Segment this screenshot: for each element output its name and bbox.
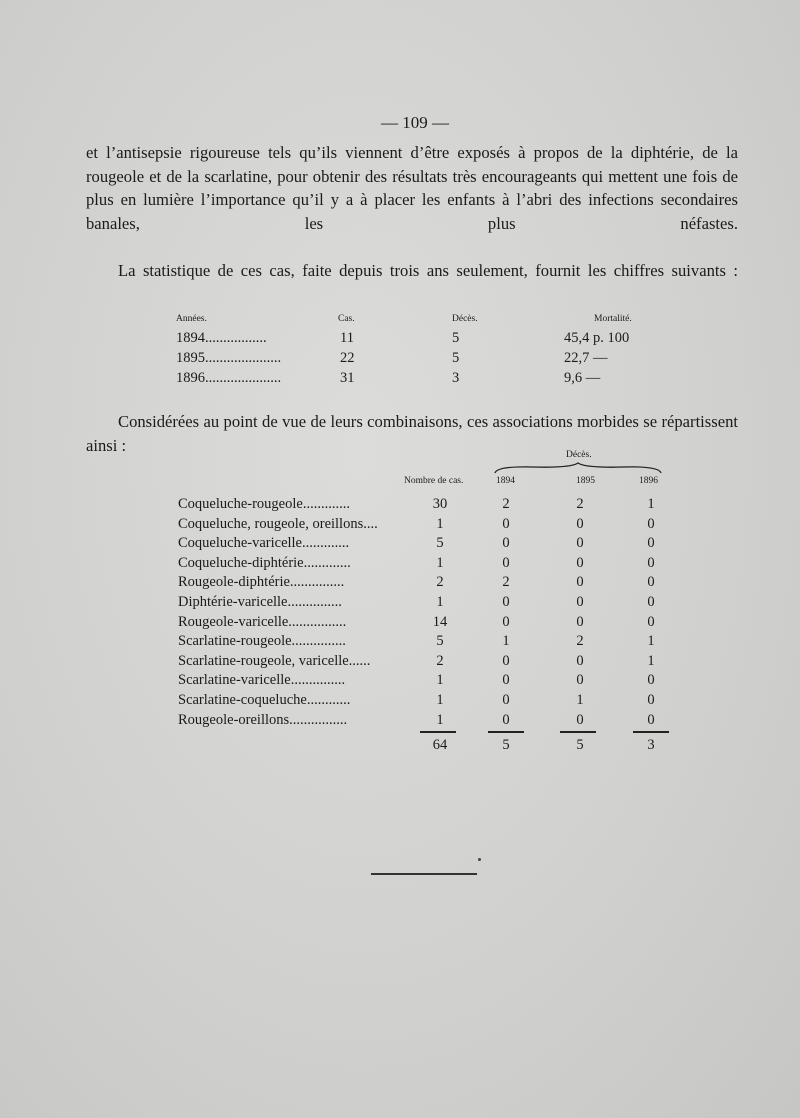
combination-label: Rougeole-varicelle................ bbox=[178, 613, 347, 630]
statistics-row bbox=[176, 370, 656, 390]
deaths-1895-cell: 0 bbox=[576, 711, 584, 728]
deaths-1894-cell: 0 bbox=[502, 554, 510, 571]
deaths-1896-cell: 0 bbox=[647, 515, 655, 532]
deaths-cell: 5 bbox=[452, 330, 460, 346]
total-rule bbox=[633, 731, 669, 733]
header-deaths: Décès. bbox=[452, 314, 478, 324]
total-rule bbox=[560, 731, 596, 733]
cases-cell: 1 bbox=[436, 515, 444, 532]
deaths-1895-cell: 0 bbox=[576, 613, 584, 630]
table-row bbox=[178, 516, 678, 536]
paragraph-intro: et l’antisepsie rigoureuse tels qu’ils viennent d’être exposés à propos de la diphtérie, de la rougeole et de la scarlatine, pour obtenir des résultats très encourageants qui mettent une fois de plus en lumière l’importance qu’il y a à placer les enfants à l’abri des infections secondaires banales, les plus néfastes. bbox=[86, 143, 738, 233]
deaths-1894-cell: 1 bbox=[502, 633, 510, 650]
header-1895: 1895 bbox=[576, 476, 595, 486]
ink-speck bbox=[478, 858, 481, 861]
deaths-1895-cell: 0 bbox=[576, 574, 584, 591]
deaths-1894-cell: 0 bbox=[502, 652, 510, 669]
total-1895: 5 bbox=[576, 737, 584, 754]
deaths-1895-cell: 0 bbox=[576, 535, 584, 552]
year-cell: 1896..................... bbox=[176, 370, 282, 386]
totals-row bbox=[178, 731, 678, 753]
deaths-brace bbox=[493, 462, 663, 474]
deaths-1894-cell: 0 bbox=[502, 515, 510, 532]
mortality-cell: 45,4 p. 100 bbox=[564, 330, 630, 346]
page-number: — 109 — bbox=[381, 113, 449, 132]
deaths-1896-cell: 1 bbox=[647, 496, 655, 512]
combination-label: Scarlatine-rougeole, varicelle...... bbox=[178, 652, 371, 669]
cases-cell: 31 bbox=[340, 370, 355, 386]
statistics-row bbox=[176, 350, 656, 370]
mortality-cell: 9,6 — bbox=[564, 370, 601, 386]
cases-cell: 1 bbox=[436, 691, 444, 708]
total-cases: 64 bbox=[432, 737, 448, 754]
statistics-table bbox=[176, 314, 656, 390]
deaths-1894-cell: 0 bbox=[502, 593, 510, 610]
combination-label: Coqueluche-diphtérie............. bbox=[178, 554, 351, 571]
deaths-1896-cell: 0 bbox=[647, 711, 655, 728]
combination-label: Coqueluche, rougeole, oreillons.... bbox=[178, 515, 378, 532]
cases-cell: 2 bbox=[436, 574, 444, 591]
mortality-cell: 22,7 — bbox=[564, 350, 608, 366]
cases-cell: 5 bbox=[436, 535, 444, 552]
deaths-1895-cell: 2 bbox=[576, 496, 584, 512]
cases-cell: 1 bbox=[436, 711, 444, 728]
combinations-rows bbox=[178, 496, 678, 753]
deaths-1894-cell: 0 bbox=[502, 691, 510, 708]
paragraph-statistics: La statistique de ces cas, faite depuis trois ans seulement, fournit les chiffres suivants : bbox=[118, 261, 738, 280]
cases-cell: 22 bbox=[340, 350, 355, 366]
table-row bbox=[178, 653, 678, 673]
deaths-1894-cell: 2 bbox=[502, 496, 510, 512]
table-row bbox=[178, 614, 678, 634]
year-cell: 1895..................... bbox=[176, 350, 282, 366]
deaths-1895-cell: 0 bbox=[576, 593, 584, 610]
cases-cell: 2 bbox=[436, 652, 444, 669]
combination-label: Scarlatine-coqueluche............ bbox=[178, 691, 351, 708]
deaths-1896-cell: 0 bbox=[647, 574, 655, 591]
deaths-1896-cell: 0 bbox=[647, 691, 655, 708]
year-cell: 1894................. bbox=[176, 330, 267, 346]
table-row bbox=[178, 496, 678, 516]
table-row bbox=[178, 692, 678, 712]
table-row bbox=[178, 633, 678, 653]
deaths-1894-cell: 0 bbox=[502, 711, 510, 728]
table-row bbox=[178, 535, 678, 555]
combination-label: Rougeole-diphtérie............... bbox=[178, 574, 345, 591]
combination-label: Diphtérie-varicelle............... bbox=[178, 593, 342, 610]
deaths-1896-cell: 0 bbox=[647, 554, 655, 571]
paragraph-combinations: Considérées au point de vue de leurs combinaisons, ces associations morbides se répartissent ainsi : bbox=[86, 412, 738, 455]
header-1896: 1896 bbox=[639, 476, 658, 486]
table-row bbox=[178, 574, 678, 594]
deaths-1895-cell: 0 bbox=[576, 652, 584, 669]
cases-cell: 30 bbox=[432, 496, 448, 512]
cases-cell: 1 bbox=[436, 672, 444, 689]
total-rule bbox=[488, 731, 524, 733]
deaths-1894-cell: 2 bbox=[502, 574, 510, 591]
combinations-header bbox=[178, 476, 678, 492]
table-row bbox=[178, 672, 678, 692]
deaths-1895-cell: 0 bbox=[576, 515, 584, 532]
table-row bbox=[178, 555, 678, 575]
deaths-1896-cell: 1 bbox=[647, 633, 655, 650]
section-separator bbox=[371, 873, 477, 875]
deaths-cell: 5 bbox=[452, 350, 460, 366]
combination-label: Coqueluche-varicelle............. bbox=[178, 535, 350, 552]
total-rule bbox=[420, 731, 456, 733]
combination-label: Scarlatine-rougeole............... bbox=[178, 633, 346, 650]
total-1894: 5 bbox=[502, 737, 510, 754]
deaths-1896-cell: 0 bbox=[647, 672, 655, 689]
header-cases: Cas. bbox=[338, 314, 355, 324]
deaths-1896-cell: 0 bbox=[647, 535, 655, 552]
cases-cell: 1 bbox=[436, 554, 444, 571]
deaths-1894-cell: 0 bbox=[502, 672, 510, 689]
cases-cell: 1 bbox=[436, 593, 444, 610]
cases-cell: 5 bbox=[436, 633, 444, 650]
combination-label: Rougeole-oreillons................ bbox=[178, 711, 348, 728]
deaths-1896-cell: 0 bbox=[647, 613, 655, 630]
header-number-of-cases: Nombre de cas. bbox=[404, 476, 464, 486]
deaths-1894-cell: 0 bbox=[502, 535, 510, 552]
statistics-header bbox=[176, 314, 656, 330]
table-row bbox=[178, 712, 678, 732]
cases-cell: 14 bbox=[432, 613, 448, 630]
deaths-1894-cell: 0 bbox=[502, 613, 510, 630]
deaths-group-label: Décès. bbox=[566, 450, 592, 460]
deaths-1895-cell: 2 bbox=[576, 633, 584, 650]
deaths-cell: 3 bbox=[452, 370, 460, 386]
deaths-1896-cell: 1 bbox=[647, 652, 655, 669]
header-1894: 1894 bbox=[496, 476, 515, 486]
deaths-1895-cell: 0 bbox=[576, 672, 584, 689]
header-years: Années. bbox=[176, 314, 207, 324]
combination-label: Coqueluche-rougeole............. bbox=[178, 496, 350, 512]
deaths-1895-cell: 0 bbox=[576, 554, 584, 571]
cases-cell: 11 bbox=[340, 330, 354, 346]
deaths-1896-cell: 0 bbox=[647, 593, 655, 610]
total-1896: 3 bbox=[647, 737, 655, 754]
statistics-row bbox=[176, 330, 656, 350]
deaths-1895-cell: 1 bbox=[576, 691, 584, 708]
table-row bbox=[178, 594, 678, 614]
header-mortality: Mortalité. bbox=[594, 314, 632, 324]
combination-label: Scarlatine-varicelle............... bbox=[178, 672, 346, 689]
